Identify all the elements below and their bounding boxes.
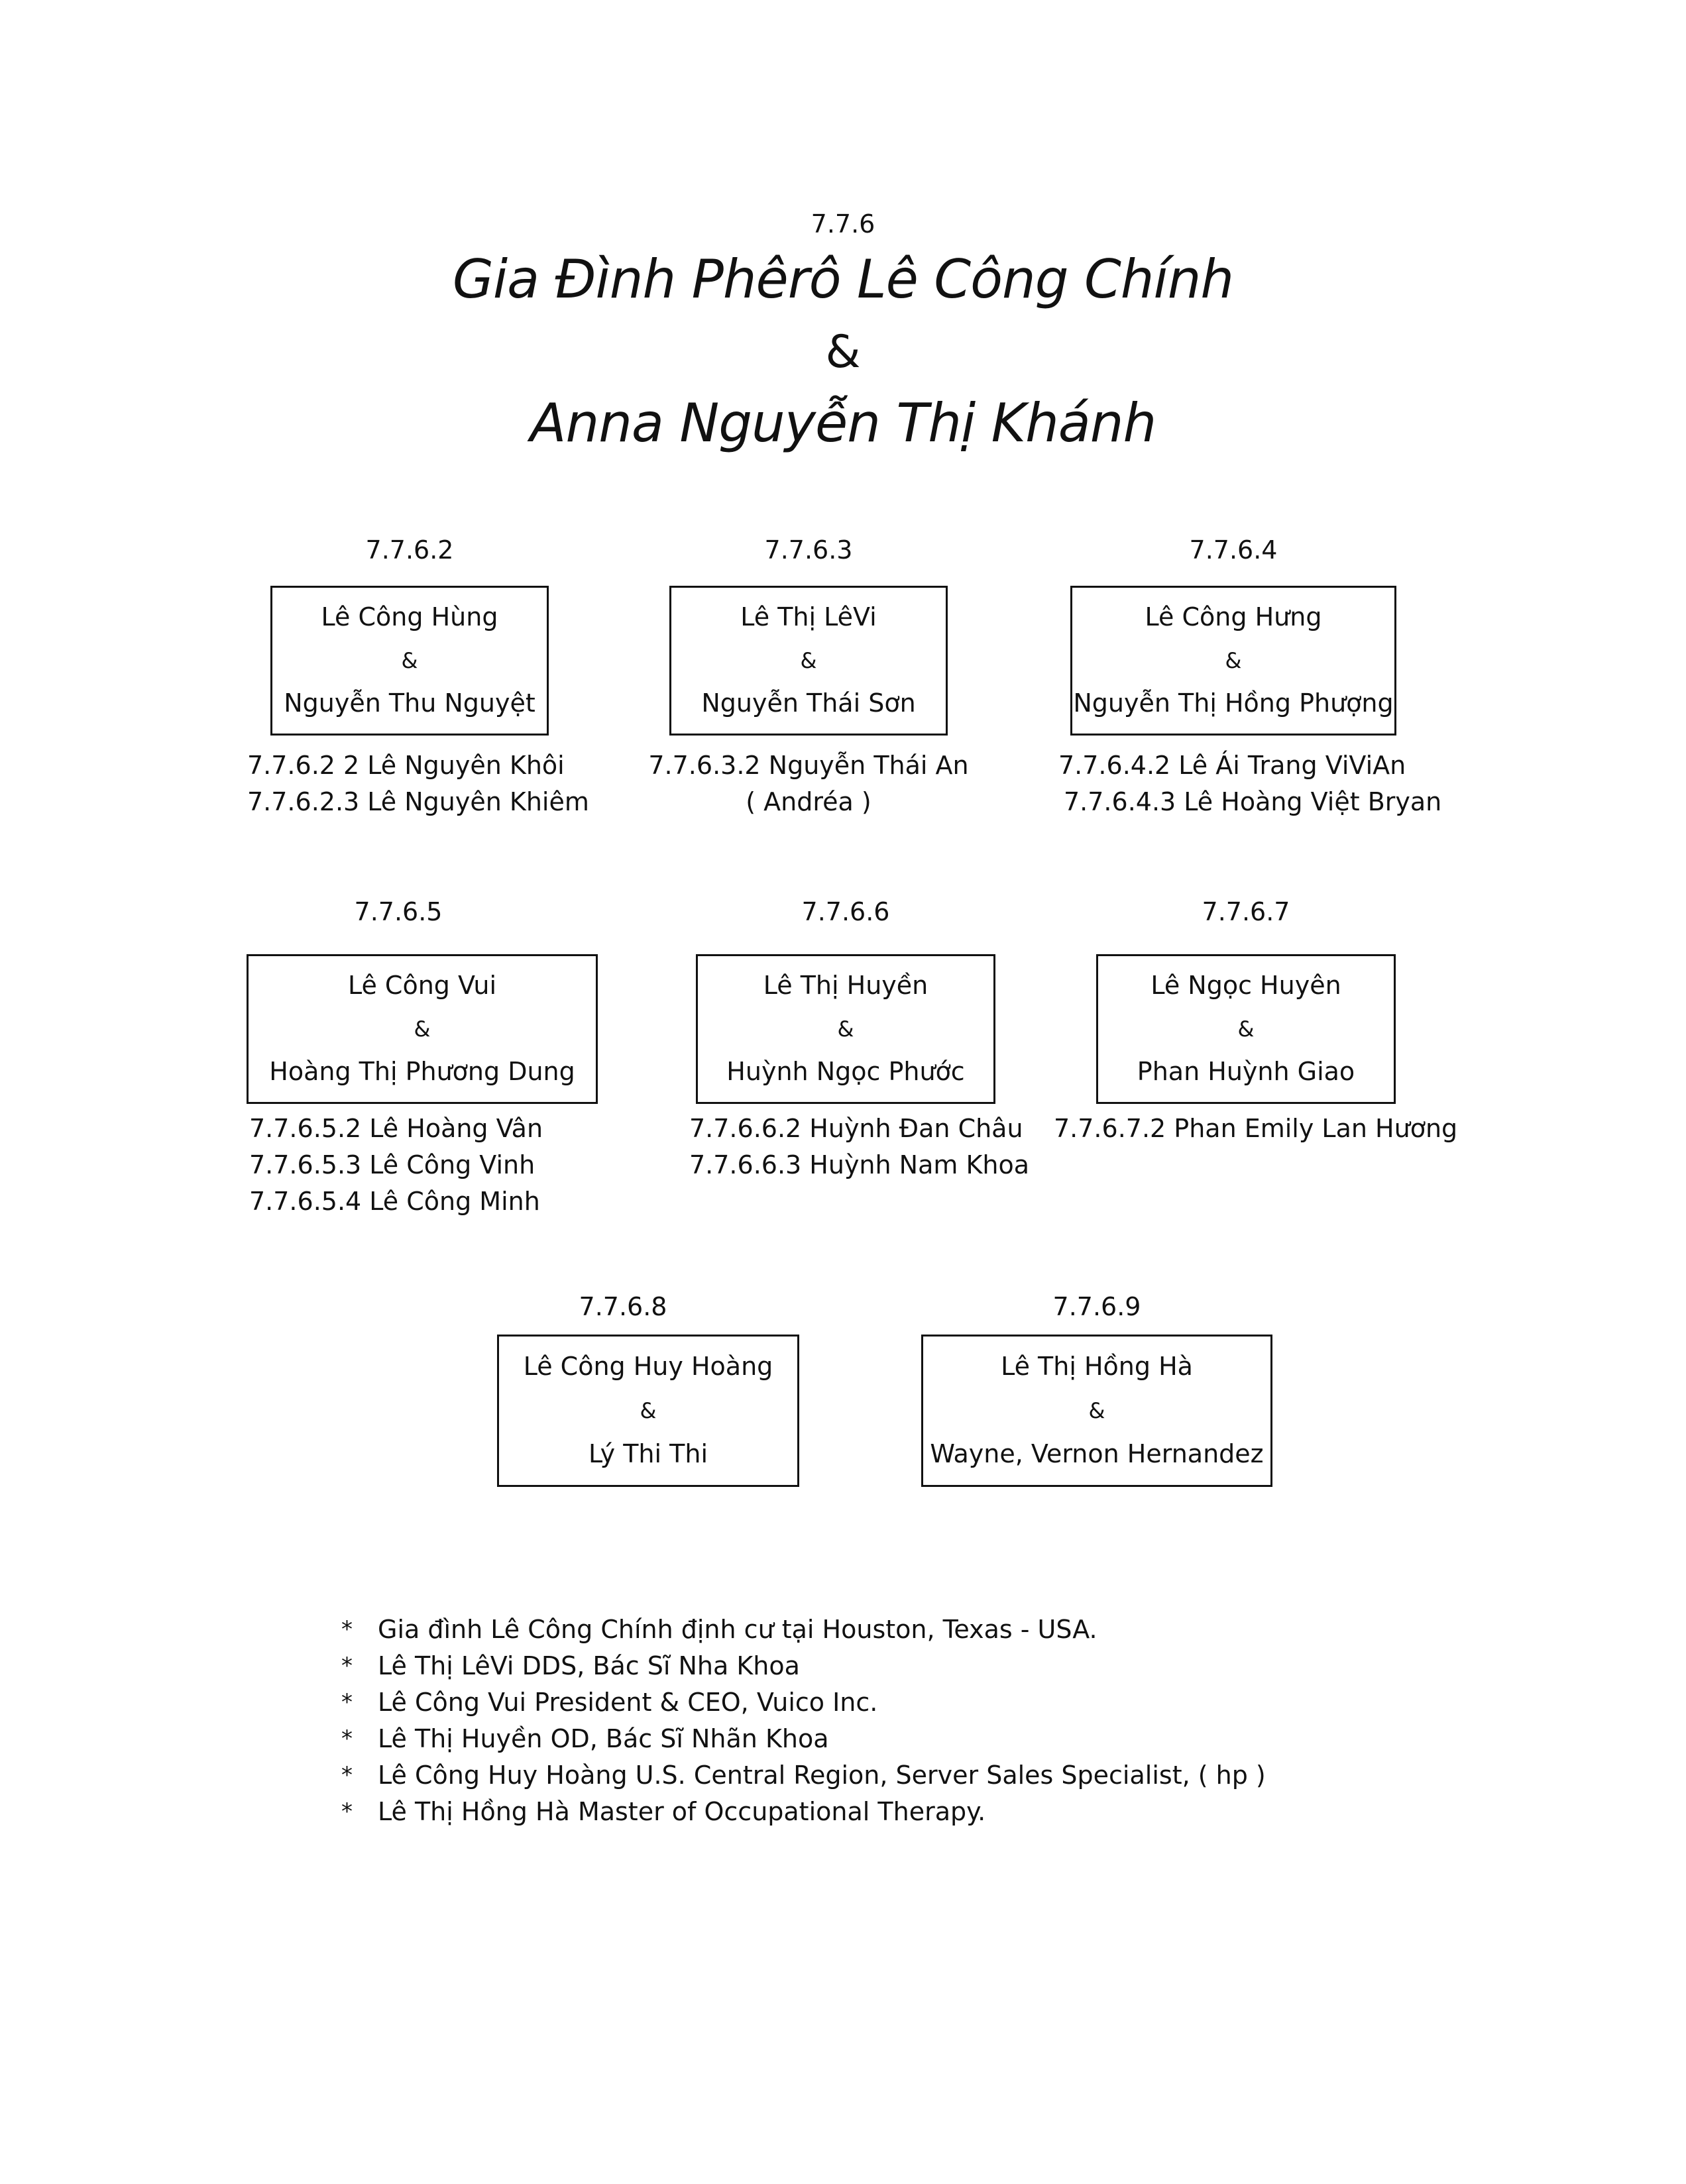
spouse-name: Lê Công Hùng (321, 602, 498, 632)
note-text: Lê Thị Huyền OD, Bác Sĩ Nhãn Khoa (378, 1724, 829, 1753)
note-item (341, 1794, 1266, 1830)
note-item (341, 1684, 1266, 1721)
spouse-name: Lê Công Vui (347, 971, 497, 1001)
ampersand: & (401, 648, 418, 673)
spouse-name: Huỳnh Ngọc Phước (726, 1057, 965, 1087)
family-box (247, 954, 598, 1104)
child-entry: 7.7.6.4.2 Lê Ái Trang ViViAn (1058, 751, 1406, 780)
spouse-name: Lê Thị LêVi (740, 602, 877, 632)
family-code: 7.7.6.9 (1052, 1292, 1141, 1321)
family-box (1070, 586, 1396, 736)
family-code: 7.7.6.6 (801, 897, 890, 926)
child-entry: 7.7.6.6.2 Huỳnh Đan Châu (689, 1114, 1023, 1143)
family-box (1096, 954, 1396, 1104)
note-item (341, 1611, 1266, 1648)
child-entry: 7.7.6.5.3 Lê Công Vinh (249, 1150, 535, 1179)
ampersand: & (1225, 648, 1242, 673)
page-title-line2: Anna Nguyễn Thị Khánh (530, 392, 1156, 454)
family-code: 7.7.6.8 (579, 1292, 667, 1321)
spouse-name: Lê Ngọc Huyên (1151, 971, 1341, 1001)
family-box (669, 586, 948, 736)
child-entry: 7.7.6.2.3 Lê Nguyên Khiêm (247, 787, 589, 816)
family-code: 7.7.6.4 (1189, 535, 1278, 565)
note-text: Lê Thị Hồng Hà Master of Occupational Therapy. (378, 1797, 986, 1826)
children-list (1054, 1111, 1457, 1147)
notes-list (341, 1611, 1266, 1830)
family-box (921, 1335, 1272, 1487)
children-list (249, 1111, 543, 1220)
children-list (643, 747, 974, 820)
spouse-name: Phan Huỳnh Giao (1137, 1057, 1355, 1087)
page-title-line1: Gia Đình Phêrô Lê Công Chính (452, 248, 1234, 310)
ampersand: & (640, 1398, 657, 1423)
ampersand: & (837, 1016, 854, 1042)
note-text: Lê Thị LêVi DDS, Bác Sĩ Nha Khoa (378, 1651, 800, 1680)
spouse-name: Nguyễn Thái Sơn (701, 688, 916, 718)
children-list (689, 1111, 1029, 1183)
spouse-name: Nguyễn Thu Nguyệt (284, 688, 535, 718)
family-box (696, 954, 995, 1104)
note-item (341, 1757, 1266, 1794)
child-entry: 7.7.6.7.2 Phan Emily Lan Hương (1054, 1114, 1458, 1143)
ampersand: & (800, 648, 817, 673)
spouse-name: Lê Công Huy Hoàng (523, 1352, 773, 1382)
note-text: Lê Công Huy Hoàng U.S. Central Region, Server Sales Specialist, ( hp ) (378, 1761, 1266, 1790)
family-box (270, 586, 549, 736)
ampersand: & (1088, 1398, 1105, 1423)
family-code: 7.7.6.3 (764, 535, 853, 565)
child-entry: 7.7.6.4.3 Lê Hoàng Việt Bryan (1064, 787, 1442, 816)
family-box (497, 1335, 799, 1487)
spouse-name: Wayne, Vernon Hernandez (930, 1439, 1264, 1469)
family-code: 7.7.6.7 (1202, 897, 1290, 926)
child-entry: 7.7.6.2 2 Lê Nguyên Khôi (247, 751, 565, 780)
section-code: 7.7.6 (811, 209, 875, 239)
child-entry: ( Andréa ) (746, 787, 871, 816)
ampersand: & (1237, 1016, 1255, 1042)
note-item (341, 1721, 1266, 1757)
spouse-name: Lê Thị Huyền (763, 971, 928, 1001)
children-list (247, 747, 589, 820)
spouse-name: Lê Công Hưng (1145, 602, 1322, 632)
spouse-name: Nguyễn Thị Hồng Phượng (1073, 688, 1394, 718)
bullet-icon: * (341, 1762, 353, 1788)
spouse-name: Hoàng Thị Phương Dung (269, 1057, 575, 1087)
child-entry: 7.7.6.6.3 Huỳnh Nam Khoa (689, 1150, 1030, 1179)
bullet-icon: * (341, 1725, 353, 1752)
child-entry: 7.7.6.3.2 Nguyễn Thái An (648, 751, 969, 780)
note-text: Lê Công Vui President & CEO, Vuico Inc. (378, 1688, 878, 1717)
spouse-name: Lê Thị Hồng Hà (1001, 1352, 1193, 1382)
bullet-icon: * (341, 1798, 353, 1825)
family-code: 7.7.6.5 (354, 897, 443, 926)
child-entry: 7.7.6.5.4 Lê Công Minh (249, 1187, 540, 1216)
child-entry: 7.7.6.5.2 Lê Hoàng Vân (249, 1114, 543, 1143)
bullet-icon: * (341, 1689, 353, 1716)
family-code: 7.7.6.2 (365, 535, 454, 565)
spouse-name: Lý Thi Thi (588, 1439, 708, 1469)
ampersand: & (414, 1016, 431, 1042)
title-ampersand: & (825, 326, 861, 378)
note-item (341, 1648, 1266, 1684)
bullet-icon: * (341, 1653, 353, 1679)
bullet-icon: * (341, 1616, 353, 1643)
children-list (1058, 747, 1441, 820)
note-text: Gia đình Lê Công Chính định cư tại Houston, Texas - USA. (378, 1615, 1097, 1644)
